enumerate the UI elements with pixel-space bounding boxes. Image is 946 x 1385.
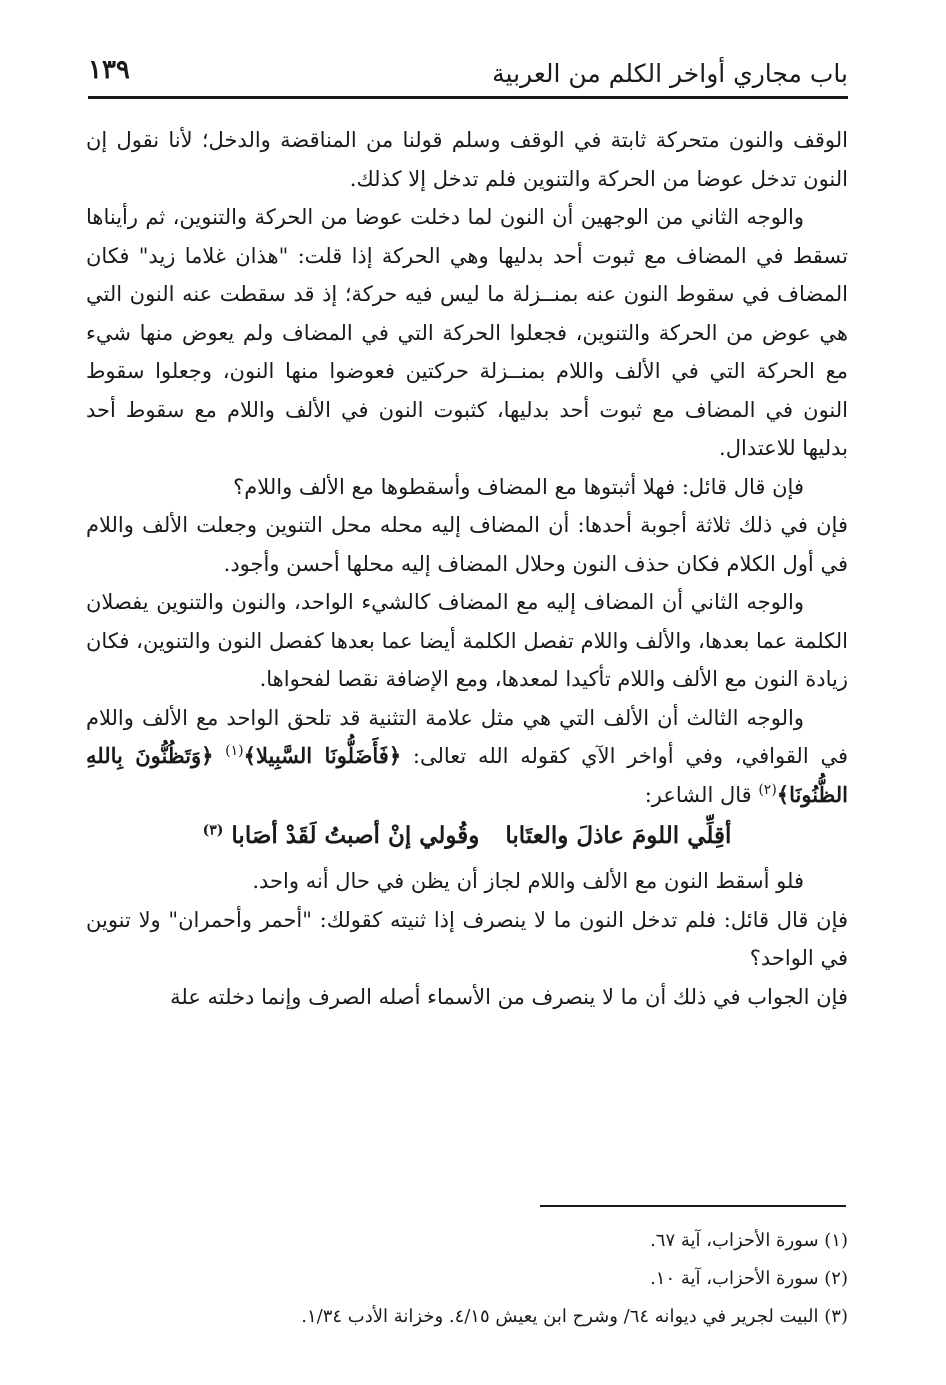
paragraph-3: فإن قال قائل: فهلا أثبتوها مع المضاف وأسقطوها مع الألف واللام؟ — [233, 474, 804, 499]
paragraph-7: فلو أسقط النون مع الألف واللام لجاز أن يظن في حال أنه واحد. — [252, 869, 804, 893]
paragraph-6-end: قال الشاعر: — [644, 782, 759, 807]
paragraph-8: فإن قال قائل: فلم تدخل النون ما لا ينصرف إذا ثنيته كقولك: "أحمر وأحمران" ولا تنوين في الواحد؟ — [86, 907, 848, 970]
body-text — [86, 121, 848, 1016]
footnote-2: (٢) سورة الأحزاب، آية ١٠. — [650, 1268, 848, 1289]
footnote-ref-1: (١) — [225, 743, 244, 759]
footnote-divider — [540, 1205, 846, 1207]
running-header — [88, 50, 848, 99]
paragraph-4: فإن في ذلك ثلاثة أجوبة أحدها: أن المضاف إليه محله محل التنوين وجعلت الألف واللام في أول الكلام فكان حذف النون وحلال المضاف إليه محلها أحسن وأجود. — [86, 513, 848, 576]
verse-hemistich-1: أقِلِّي اللومَ عاذلَ والعتَابا — [505, 822, 732, 849]
paragraph-5: والوجه الثاني أن المضاف إليه مع المضاف كالشيء الواحد، والنون والتنوين يفصلان الكلمة عما بعدها، والألف واللام تفصل الكلمة أيضا عما بعدها كفصل النون والتنوين، فكان زيادة النون مع الألف واللام تأكيدا لمعدها، ومع الإضافة نقصا لفحواها. — [86, 590, 848, 691]
footnote-3: (٣) البيت لجرير في ديوانه ٦٤/ وشرح ابن يعيش ٤/١٥. وخزانة الأدب ١/٣٤. — [301, 1306, 848, 1327]
quran-quote-1: ﴿فَأَضَلُّونَا السَّبِيلا﴾ — [243, 743, 402, 768]
footnotes — [86, 1222, 848, 1336]
paragraph-9: فإن الجواب في ذلك أن ما لا ينصرف من الأسماء أصله الصرف وإنما دخلته علة — [170, 984, 848, 1009]
footnote-ref-2: (٢) — [758, 781, 777, 798]
verse-hemistich-2: وقُولي إنْ أصبتُ لَقَدْ أصَابا — [231, 822, 480, 849]
quran-quote-2: ﴿وَتَظُنُّونَ بِاللهِ الظُّنُونَا﴾ — [86, 743, 848, 807]
footnote-ref-3: (٣) — [202, 822, 224, 839]
paragraph-6 — [86, 699, 848, 815]
paragraph-6-start: والوجه الثالث أن الألف التي هي مثل علامة التثنية قد تلحق الواحد مع الألف واللام في القوافي، وفي أواخر الآي كقوله الله تعالى: — [86, 705, 848, 768]
page-number: ١٣٩ — [88, 55, 130, 85]
paragraph-2: والوجه الثاني من الوجهين أن النون لما دخلت عوضا من الحركة والتنوين، ثم رأيناها تسقط في المضاف مع ثبوت أحد بدليها وهي الحركة إذا قلت: "هذان غلاما زيد" فكان المضاف في سقوط النون عنه بمنــزلة ما ليس فيه حركة؛ إذ قد سقطت عنه النون التي هي عوض من الحركة والتنوين، فجعلوا الحركة التي في المضاف ولم يعوض منها شيء مع الحركة التي في الألف واللام بمنــزلة حركتين فعوضوا منها النون، وجعلوا سقوط النون في المضاف مع ثبوت أحد بدليها، كثبوت النون في الألف واللام مع سقوط أحد بدليها للاعتدال. — [86, 205, 848, 460]
chapter-title: باب مجاري أواخر الكلم من العربية — [492, 59, 848, 88]
paragraph-1: الوقف والنون متحركة ثابتة في الوقف وسلم قولنا من المناقضة والدخل؛ لأنا نقول إن النون تدخل عوضا من الحركة والتنوين فلم تدخل إلا كذلك. — [86, 128, 848, 191]
poetry-verse — [86, 816, 848, 856]
footnote-1: (١) سورة الأحزاب، آية ٦٧. — [650, 1230, 848, 1251]
